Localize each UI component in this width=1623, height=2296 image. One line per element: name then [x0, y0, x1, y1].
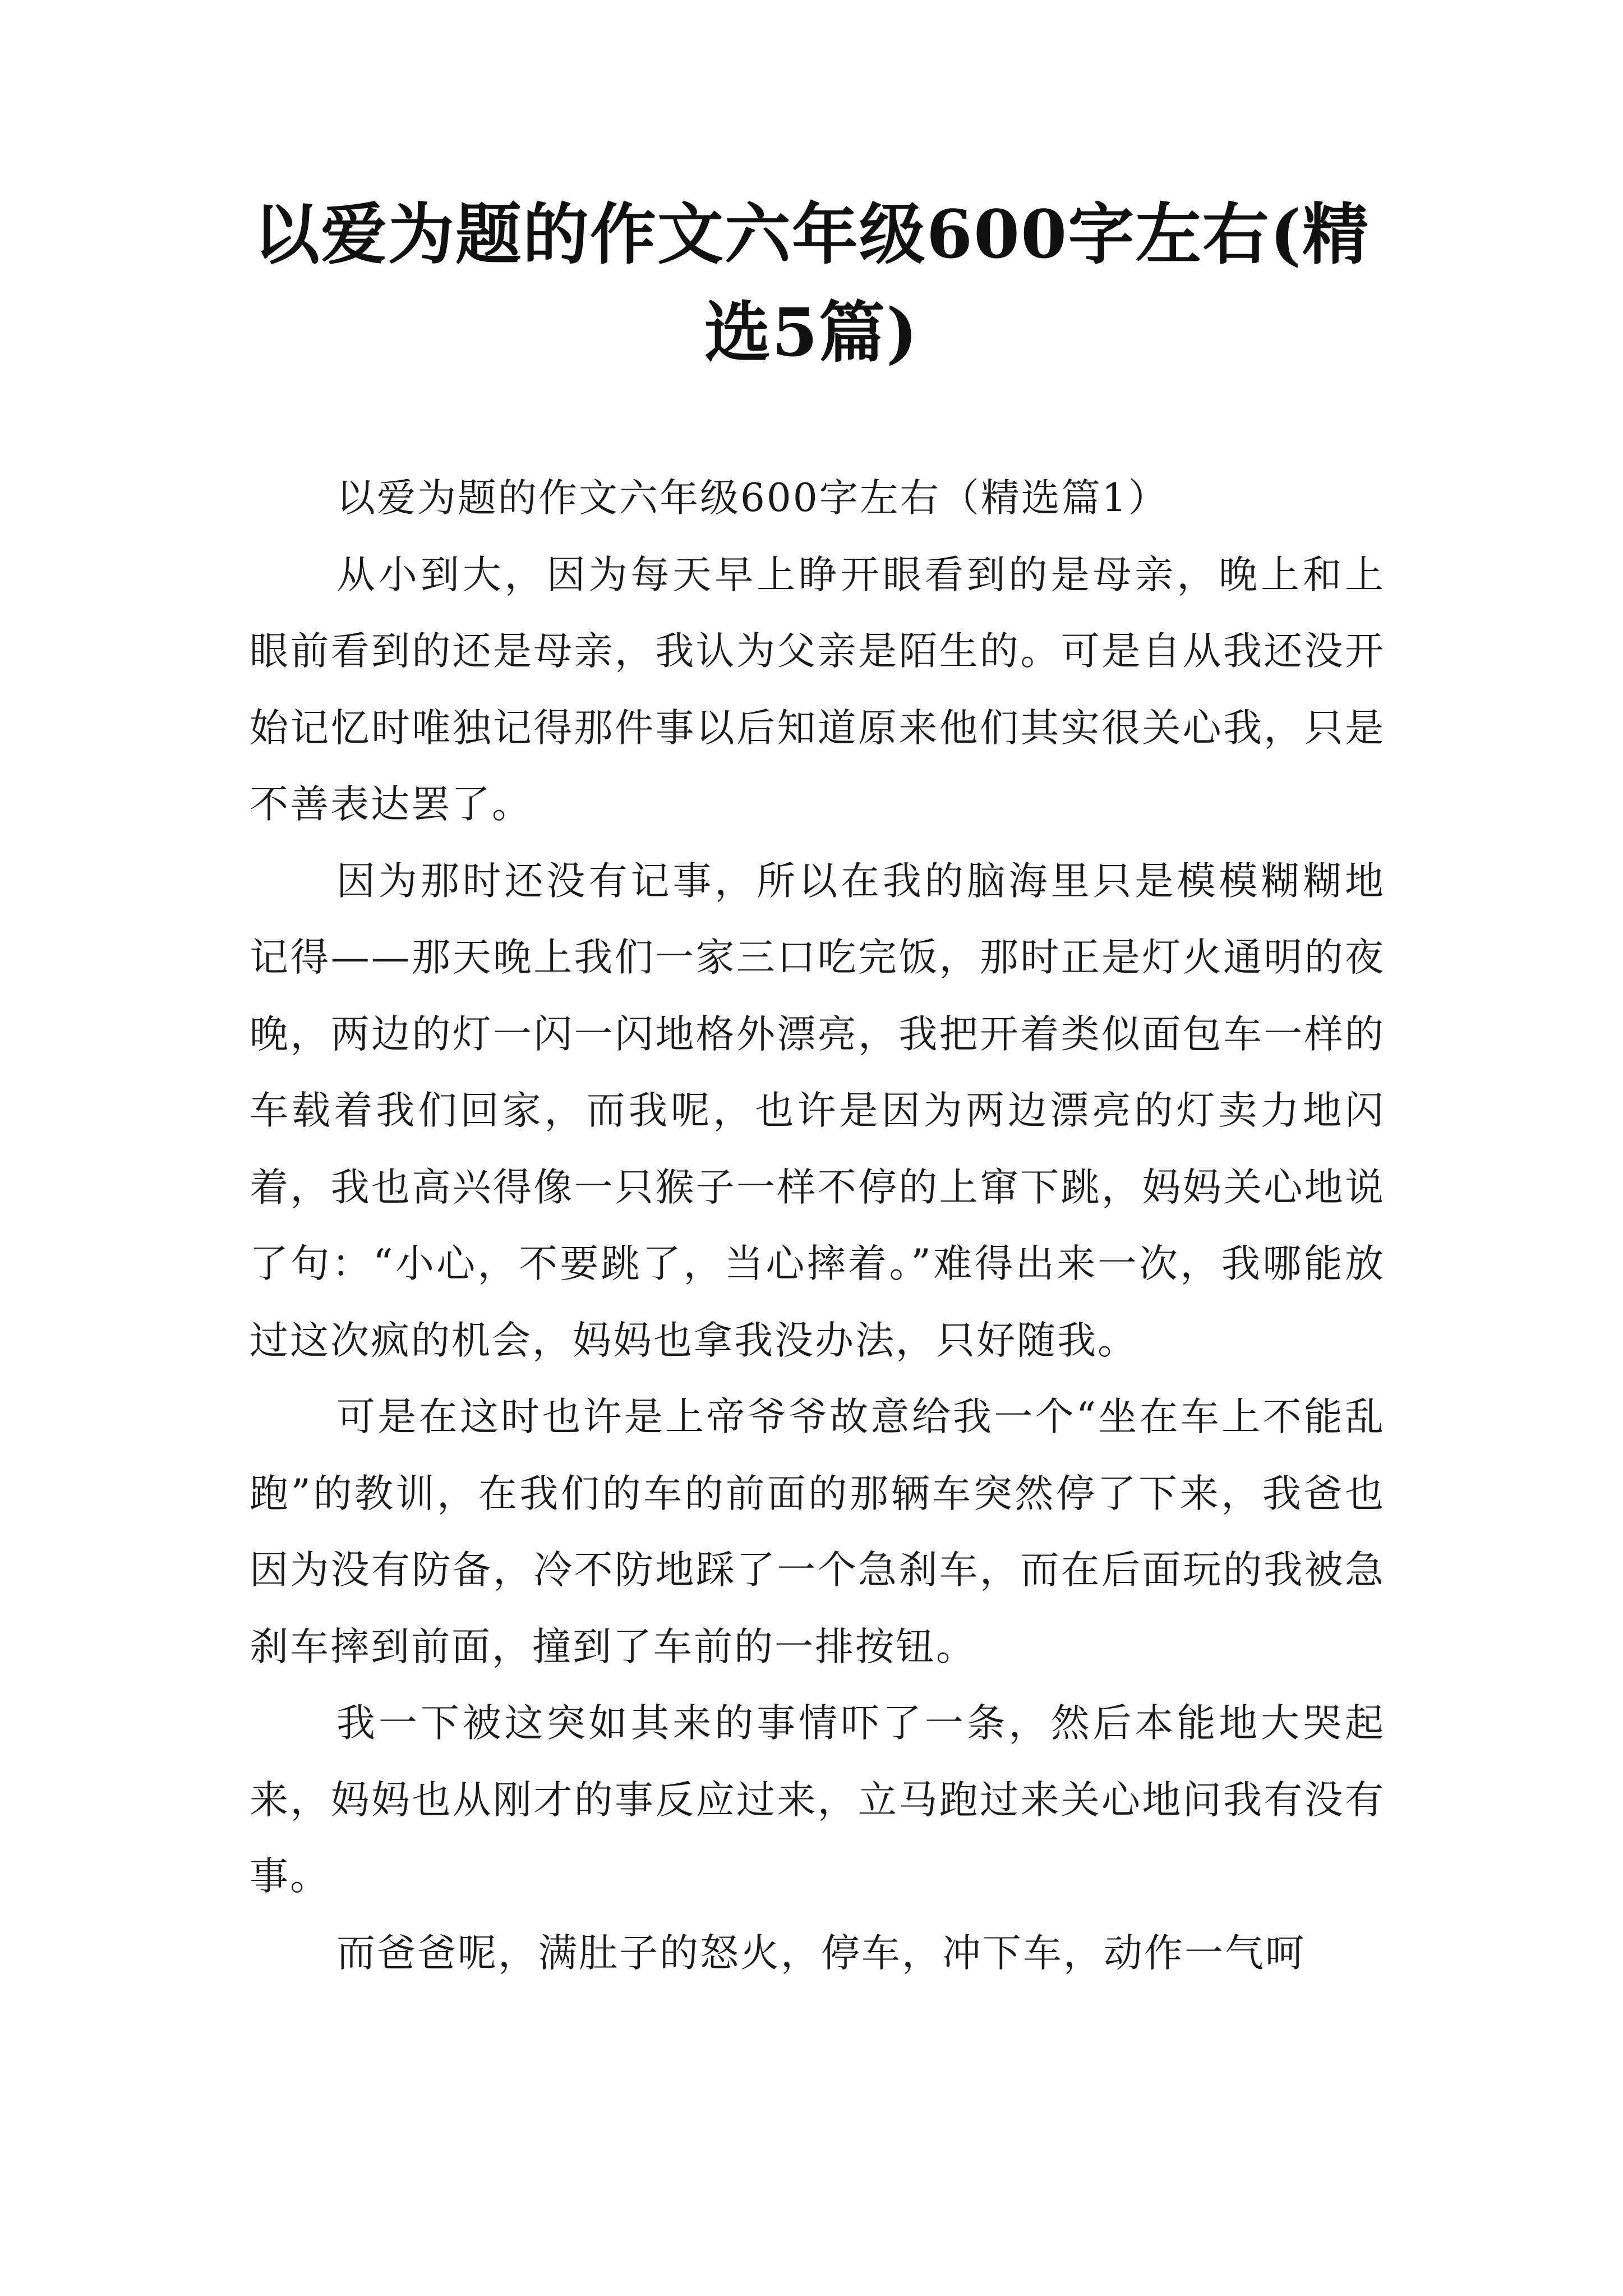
paragraph: 可是在这时也许是上帝爷爷故意给我一个“坐在车上不能乱跑”的教训，在我们的车的前面的那辆车突然停了下来，我爸也因为没有防备，冷不防地踩了一个急刹车，而在后面玩的我被急刹车摔到前面，撞到了车前的一排按钮。: [250, 1395, 1385, 1669]
paragraph: 我一下被这突如其来的事情吓了一条，然后本能地大哭起来，妈妈也从刚才的事反应过来，立马跑过来关心地问我有没有事。: [250, 1701, 1385, 1899]
document-title: 以爱为题的作文六年级600字左右(精选5篇): [253, 195, 1370, 371]
paragraph: 而爸爸呢，满肚子的怒火，停车，冲下车，动作一气呵: [336, 1930, 1306, 1976]
section-heading: 以爱为题的作文六年级600字左右（精选篇1）: [336, 476, 1169, 521]
document-body: [250, 460, 1385, 1991]
paragraph: 从小到大，因为每天早上睁开眼看到的是母亲，晚上和上眼前看到的还是母亲，我认为父亲是陌生的。可是自从我还没开始记忆时唯独记得那件事以后知道原来他们其实很关心我，只是不善表达罢了。: [250, 552, 1385, 827]
paragraph: 因为那时还没有记事，所以在我的脑海里只是模模糊糊地记得——那天晚上我们一家三口吃完饭，那时正是灯火通明的夜晚，两边的灯一闪一闪地格外漂亮，我把开着类似面包车一样的车载着我们回家，而我呢，也许是因为两边漂亮的灯卖力地闪着，我也高兴得像一只猴子一样不停的上窜下跳，妈妈关心地说了句：“小心，不要跳了，当心摔着。”难得出来一次，我哪能放过这次疯的机会，妈妈也拿我没办法，只好随我。: [250, 858, 1385, 1363]
